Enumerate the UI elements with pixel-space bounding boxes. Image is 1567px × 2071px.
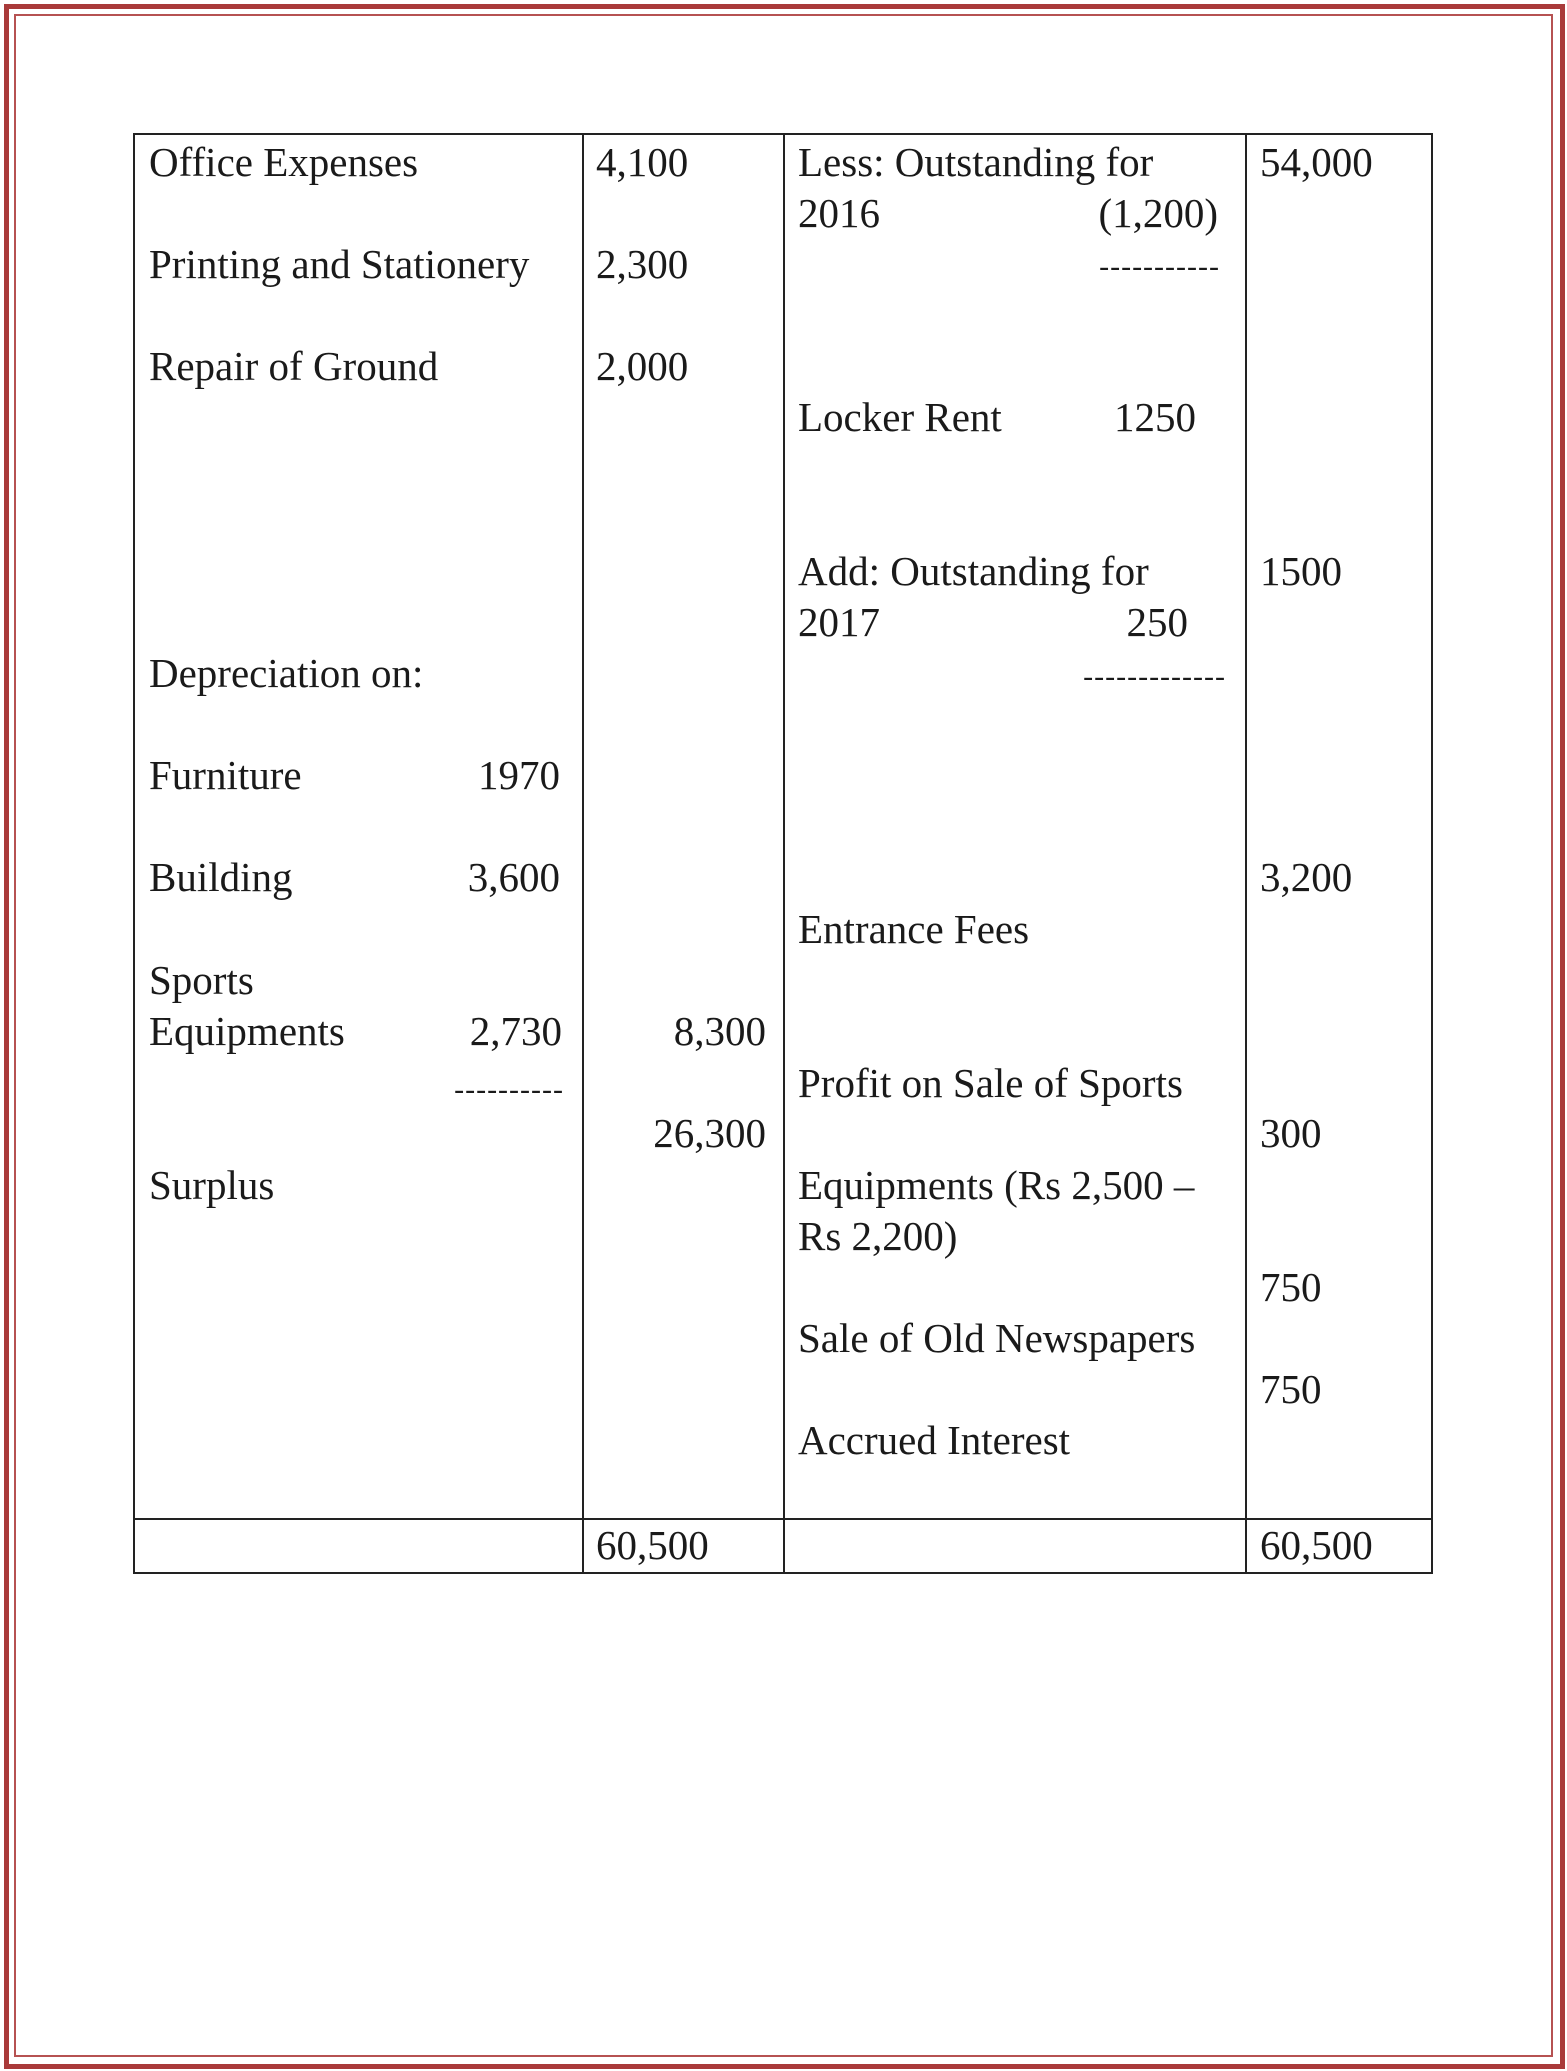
column-divider-2	[783, 133, 785, 1574]
entrance-fees-label: Entrance Fees	[798, 906, 1030, 952]
furniture-depreciation-amount: 1970	[478, 752, 560, 798]
depreciation-subtotal-rule: ----------	[454, 1073, 564, 1106]
less-outstanding-label-line2: 2016	[798, 190, 880, 236]
subscriptions-net-amount: 54,000	[1260, 139, 1373, 185]
less-outstanding-label-line1: Less: Outstanding for	[798, 139, 1154, 185]
building-depreciation-amount: 3,600	[467, 854, 560, 900]
building-label: Building	[149, 854, 293, 900]
sports-equipments-depreciation-amount: 2,730	[469, 1008, 562, 1054]
office-expenses-amount: 4,100	[596, 139, 689, 185]
locker-rent-label: Locker Rent	[798, 394, 1002, 440]
old-newspapers-label: Sale of Old Newspapers	[798, 1315, 1196, 1361]
add-outstanding-inner-amount: 250	[1126, 599, 1188, 645]
entrance-fees-amount: 3,200	[1260, 854, 1353, 900]
expenditure-total: 60,500	[596, 1522, 709, 1568]
surplus-label: Surplus	[149, 1162, 275, 1208]
column-divider-3	[1245, 133, 1247, 1574]
sports-equipments-label-line1: Sports	[149, 957, 254, 1003]
depreciation-total-amount: 8,300	[673, 1008, 766, 1054]
add-outstanding-label-line2: 2017	[798, 599, 880, 645]
depreciation-heading: Depreciation on:	[149, 650, 424, 696]
printing-stationery-amount: 2,300	[596, 241, 689, 287]
repair-ground-label: Repair of Ground	[149, 343, 439, 389]
less-outstanding-rule: -----------	[1099, 250, 1220, 283]
locker-rent-inner-amount: 1250	[1114, 394, 1196, 440]
profit-sale-amount: 300	[1260, 1110, 1322, 1156]
locker-rent-net-amount: 1500	[1260, 548, 1342, 594]
furniture-label: Furniture	[149, 752, 302, 798]
printing-stationery-label: Printing and Stationery	[149, 241, 530, 287]
office-expenses-label: Office Expenses	[149, 139, 419, 185]
profit-sale-label-line2: Equipments (Rs 2,500 –	[798, 1162, 1195, 1208]
sports-equipments-label-line2: Equipments	[149, 1008, 345, 1054]
total-row-divider	[133, 1518, 1433, 1520]
column-divider-1	[582, 133, 584, 1574]
income-total: 60,500	[1260, 1522, 1373, 1568]
add-outstanding-rule: -------------	[1083, 660, 1226, 693]
profit-sale-label-line3: Rs 2,200)	[798, 1213, 958, 1259]
repair-ground-amount: 2,000	[596, 343, 689, 389]
old-newspapers-amount: 750	[1260, 1264, 1322, 1310]
profit-sale-label-line1: Profit on Sale of Sports	[798, 1060, 1183, 1106]
less-outstanding-inner-amount: (1,200)	[1098, 190, 1218, 236]
accrued-interest-amount: 750	[1260, 1366, 1322, 1412]
accrued-interest-label: Accrued Interest	[798, 1417, 1071, 1463]
add-outstanding-label-line1: Add: Outstanding for	[798, 548, 1149, 594]
surplus-amount: 26,300	[653, 1110, 766, 1156]
